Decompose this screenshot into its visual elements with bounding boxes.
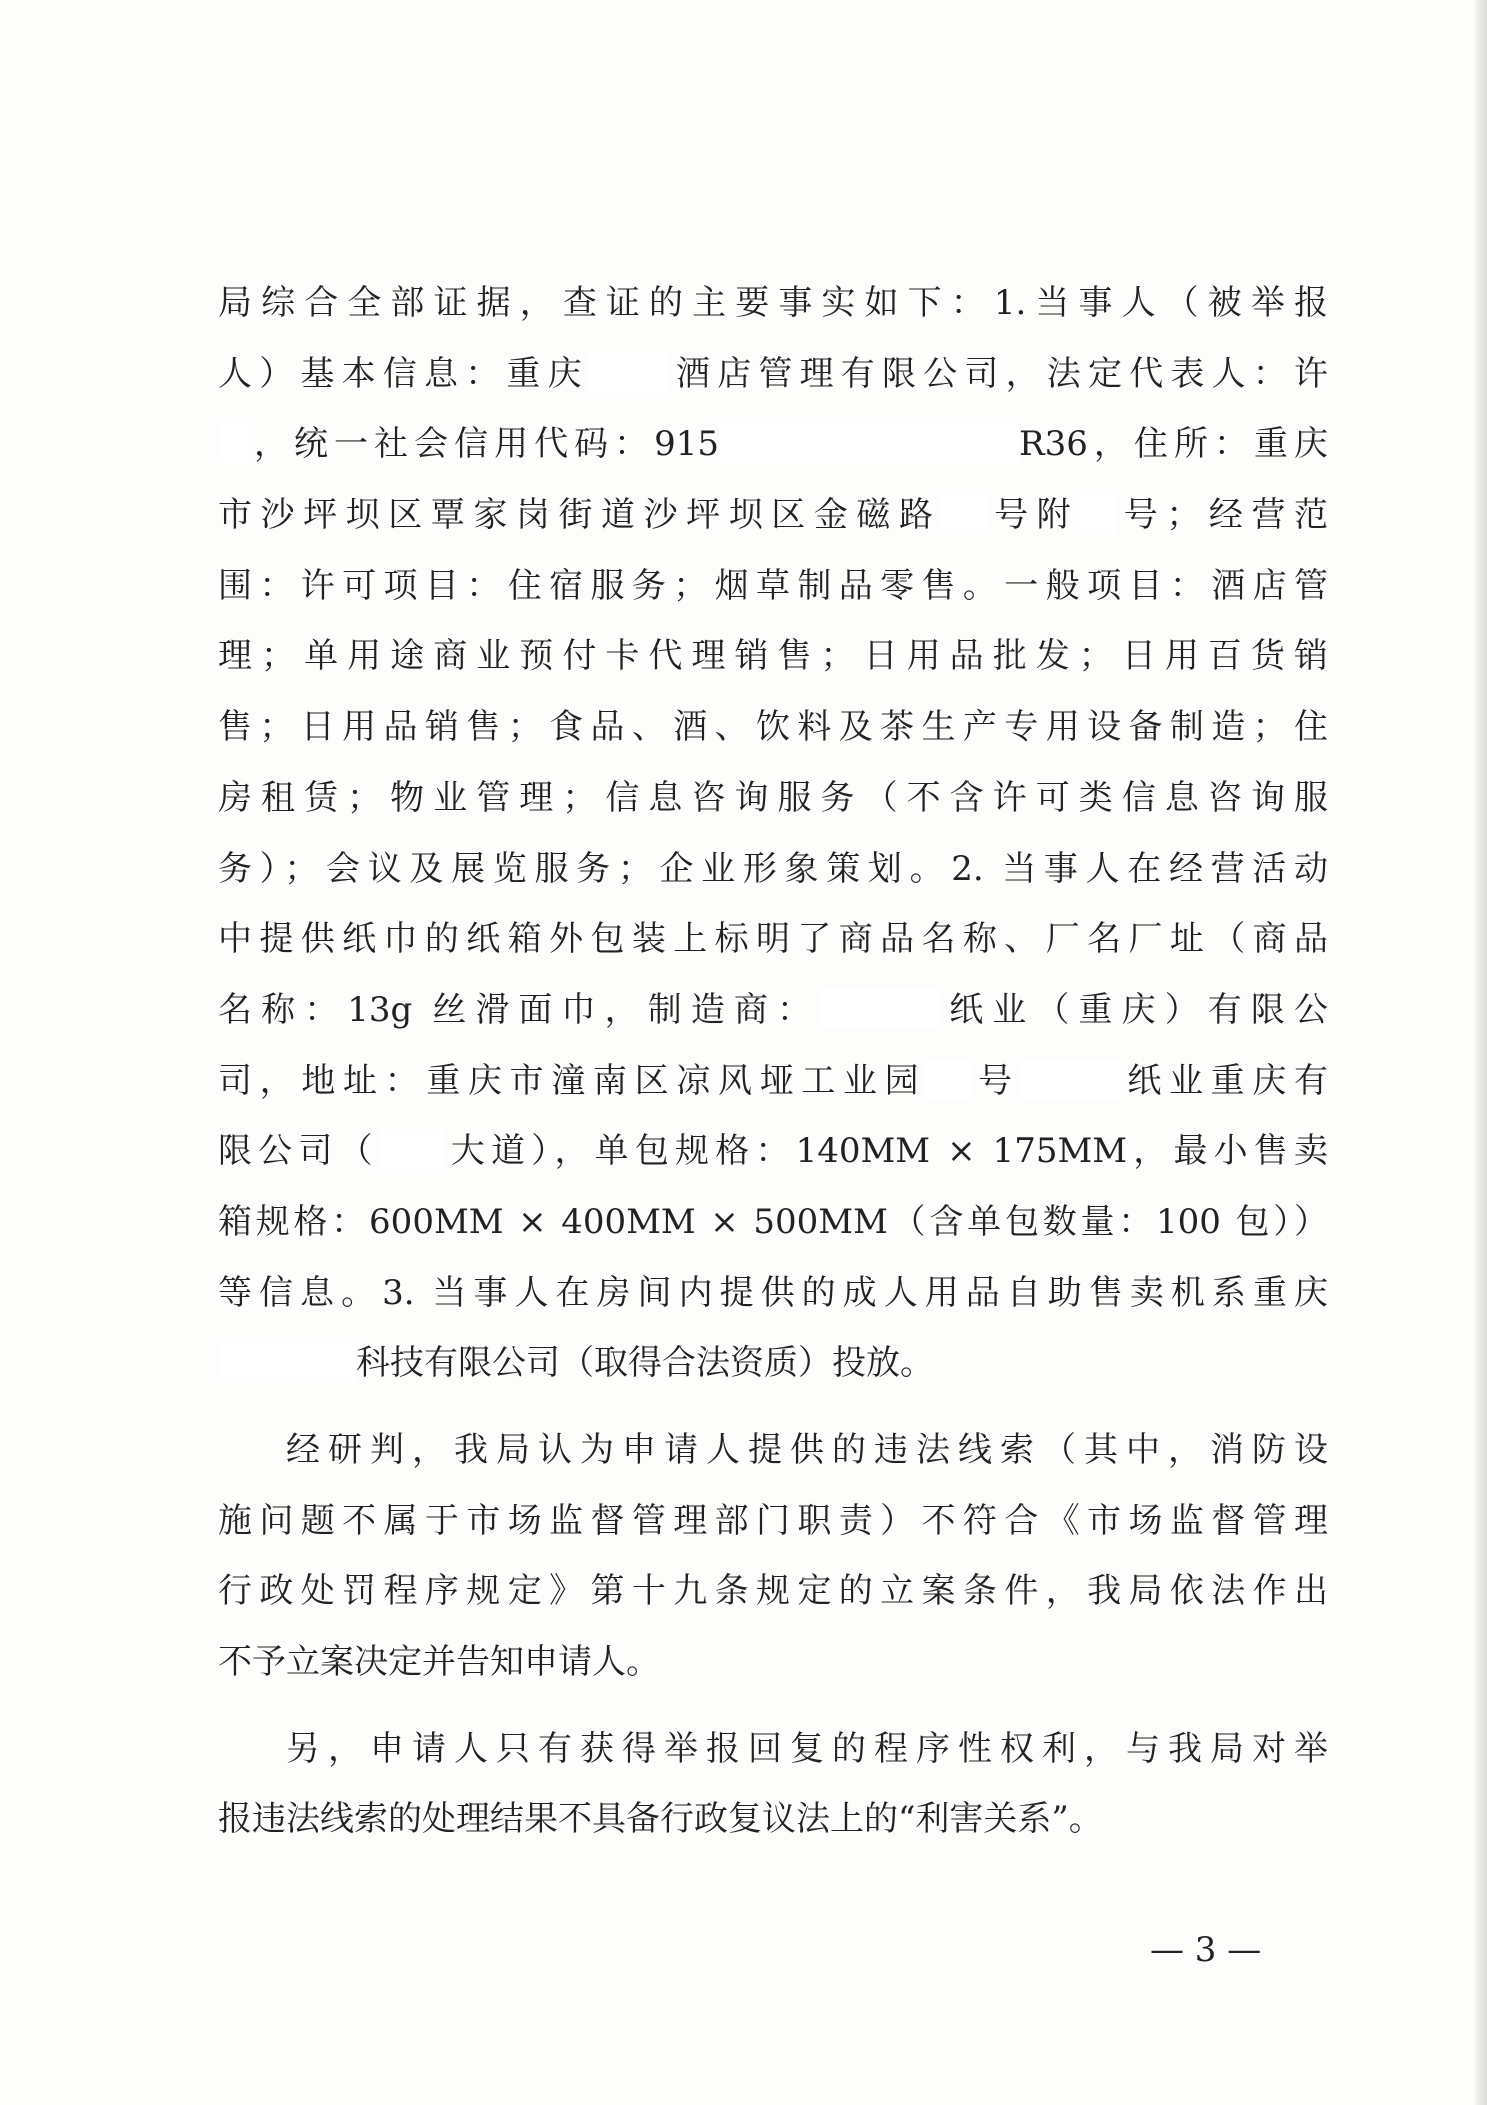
text-line: 市沙坪坝区覃家岗街道沙坪坝区金磁路 号附 号；经营范 [218, 495, 1329, 536]
text-line: 另，申请人只有获得举报回复的程序性权利，与我局对举 [286, 1728, 1328, 1769]
document-body [218, 268, 1328, 1855]
redaction-block [379, 1130, 445, 1170]
redaction-block [218, 1342, 356, 1382]
redaction-block [820, 989, 940, 1029]
text-line: 名称：13g 丝滑面巾，制造商： 纸业（重庆）有限公 [218, 989, 1328, 1030]
text-line: 务）；会议及展览服务；企业形象策划。2. 当事人在经营活动 [218, 848, 1328, 889]
text-line: 理；单用途商业预付卡代理销售；日用品批发；日用百货销 [218, 636, 1328, 677]
redaction-block [1079, 494, 1115, 534]
text-line: 施问题不属于市场监督管理部门职责）不符合《市场监督管理 [218, 1500, 1328, 1541]
paragraph-gap [218, 1399, 1328, 1415]
text-line: 不予立案决定并告知申请人。 [218, 1642, 660, 1683]
text-line: 限公司（ 大道），单包规格：140MM × 175MM，最小售卖 [218, 1131, 1328, 1172]
text-line: 围：许可项目：住宿服务；烟草制品零售。一般项目：酒店管 [218, 565, 1328, 606]
text-line: 司，地址：重庆市潼南区凉风垭工业园 号 纸业重庆有 [218, 1060, 1329, 1101]
redaction-block [942, 494, 986, 534]
text-line: 人）基本信息：重庆 酒店管理有限公司，法定代表人：许 [218, 353, 1329, 394]
text-line: 科技有限公司（取得合法资质）投放。 [218, 1328, 1328, 1399]
text-line: 售；日用品销售；食品、酒、饮料及茶生产专用设备制造；住 [218, 707, 1328, 748]
redaction-block [218, 423, 248, 463]
text-line: 箱规格：600MM × 400MM × 500MM（含单包数量：100 包）） [218, 1201, 1328, 1242]
redaction-block [926, 1060, 970, 1100]
text-line: 局综合全部证据，查证的主要事实如下：1.当事人（被举报 [218, 283, 1328, 323]
paragraph-gap [218, 1698, 1328, 1714]
redaction-block [589, 353, 669, 393]
page-edge-shadow [1473, 0, 1487, 2105]
text-line: 经研判，我局认为申请人提供的违法线索（其中，消防设 [286, 1430, 1328, 1470]
redaction-block [1020, 1060, 1120, 1100]
text-line: 房租赁；物业管理；信息咨询服务（不含许可类信息咨询服 [218, 777, 1328, 818]
text-line: 等信息。3. 当事人在房间内提供的成人用品自助售卖机系重庆 [218, 1272, 1328, 1313]
page-number: — 3 — [1150, 1930, 1262, 1970]
text-line: 报违法线索的处理结果不具备行政复议法上的“利害关系”。 [218, 1799, 1103, 1840]
redaction-block [719, 423, 1019, 463]
text-line: 中提供纸巾的纸箱外包装上标明了商品名称、厂名厂址（商品 [218, 919, 1328, 960]
text-line: ，统一社会信用代码：915 R36，住所：重庆 [218, 409, 1328, 480]
text-line: 行政处罚程序规定》第十九条规定的立案条件，我局依法作出 [218, 1571, 1328, 1612]
